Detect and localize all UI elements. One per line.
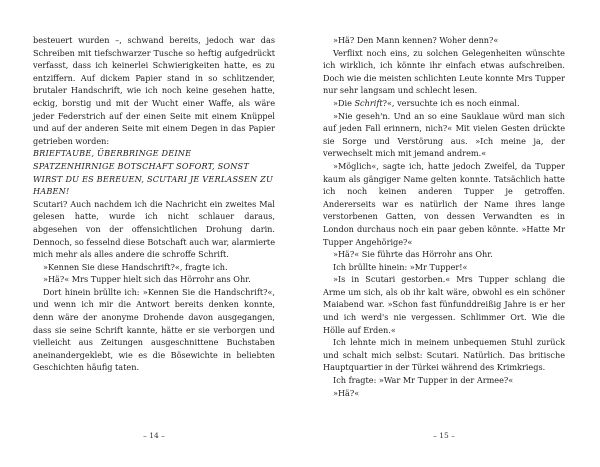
paragraph: »Is in Scutari gestorben.« Mrs Tupper schlang die Arme um sich, als ob ihr kalt wäre, obwohl es ein schöner Maiabend war. »Schon fast fünfunddreißig Jahre is er her und ich werd's nie vergessen. Schlimmer Ort. Wie die Hölle auf Erden.«: [323, 274, 565, 335]
paragraph: »Nie geseh'n. Und an so eine Sauklaue würd man sich auf jeden Fall erinnern, nich?« Mit vielen Gesten drückte sie Sorge und Verstörung aus. »Ich meine ja, der verwechselt mich mit jemand andrem.«: [323, 110, 565, 159]
paragraph: »Möglich«, sagte ich, hatte jedoch Zweifel, da Tupper kaum als gängiger Name gelten konnte. Tatsächlich hatte ich noch keinen anderen Tupper je getroffen. Andererseits war es natürlich der Name ihres lange verstorbenen Gatten, von dessen Verwandten es in London durchaus noch ein paar geben könnte. »Hatte Mr Tupper Angehörige?«: [323, 160, 565, 247]
paragraph: [323, 97, 565, 110]
paragraph: »Hä? Den Mann kennen? Woher denn?«: [333, 35, 499, 45]
paragraph: Dort hinein brüllte ich: »Kennen Sie die Handschrift?«, und wenn ich mir die Antwort bereits denken konnte, denn wäre der anonyme Drohende davon ausgegangen, dass sie seine Schrift kannte, hätte er sie verborgen und vielleicht aus Zeitungen ausgeschnittene Buchstaben aneinandergeklebt, wie es die Bösewichte in beliebten Geschichten häufig taten.: [33, 286, 275, 373]
paragraph: Ich lehnte mich in meinem unbequemen Stuhl zurück und schalt mich selbst: Scutari. Natürlich. Das britische Hauptquartier in der Türkei während des Krimkriegs.: [323, 337, 565, 373]
paragraph: Ich fragte: »War Mr Tupper in der Armee?«: [333, 375, 514, 386]
page-number-left: – 14 –: [143, 431, 165, 440]
text-run: »Die: [333, 97, 355, 108]
paragraph: Verflixt noch eins, zu solchen Gelegenheiten wünschte ich wirklich, ich könnte ihr einfach etwas aufschreiben. Doch wie die meisten schlichten Leute konnte Mrs Tupper nur sehr langsam und schlecht lesen.: [323, 47, 565, 96]
left-page: [33, 34, 275, 374]
paragraph: besteuert wurden –, schwand bereits, jedoch war das Schreiben mit tiefschwarzer Tusche so heftig aufgedrückt verfasst, dass ich keinerlei Schwierigkeiten hatte, es zu entziffern. Auf dickem Papier stand in so schlitzender, brutaler Handschrift, wie ich noch keine gesehen hatte, eckig, borstig und mit der Wucht einer Waffe, als wäre jeder Federstrich auf der einen Seite mit einem Knüppel und auf der anderen Seite mit einem Degen in das Papier getrieben worden:: [33, 35, 275, 146]
page-number-right: – 15 –: [433, 431, 455, 440]
paragraph: »Hä?« Sie führte das Hörrohr ans Ohr.: [333, 249, 493, 260]
threat-letter-text: BRIEFTAUBE, ÜBERBRINGE DEINE SPATZENHIRNIGE BOTSCHAFT SOFORT, SONST WIRST DU ES BEREUEN, SCUTARI JE VERLASSEN ZU HABEN!: [33, 148, 273, 197]
paragraph: »Hä?« Mrs Tupper hielt sich das Hörrohr ans Ohr.: [43, 274, 251, 285]
paragraph: Ich brüllte hinein: »Mr Tupper!«: [333, 261, 468, 272]
emphasis-text: Schrift: [354, 97, 383, 108]
paragraph: Scutari? Auch nachdem ich die Nachricht ein zweites Mal gelesen hatte, wurde ich nicht schlauer daraus, abgesehen von der offensichtlichen Drohung darin. Dennoch, so fesselnd diese Botschaft auch war, alarmierte mich mehr als alles andere die schroffe Schrift.: [33, 198, 275, 260]
paragraph: »Kennen Sie diese Handschrift?«, fragte ich.: [43, 261, 228, 272]
text-run: ?«, versuchte ich es noch einmal.: [382, 97, 520, 108]
right-page: [323, 34, 565, 399]
paragraph: »Hä?«: [333, 387, 360, 398]
